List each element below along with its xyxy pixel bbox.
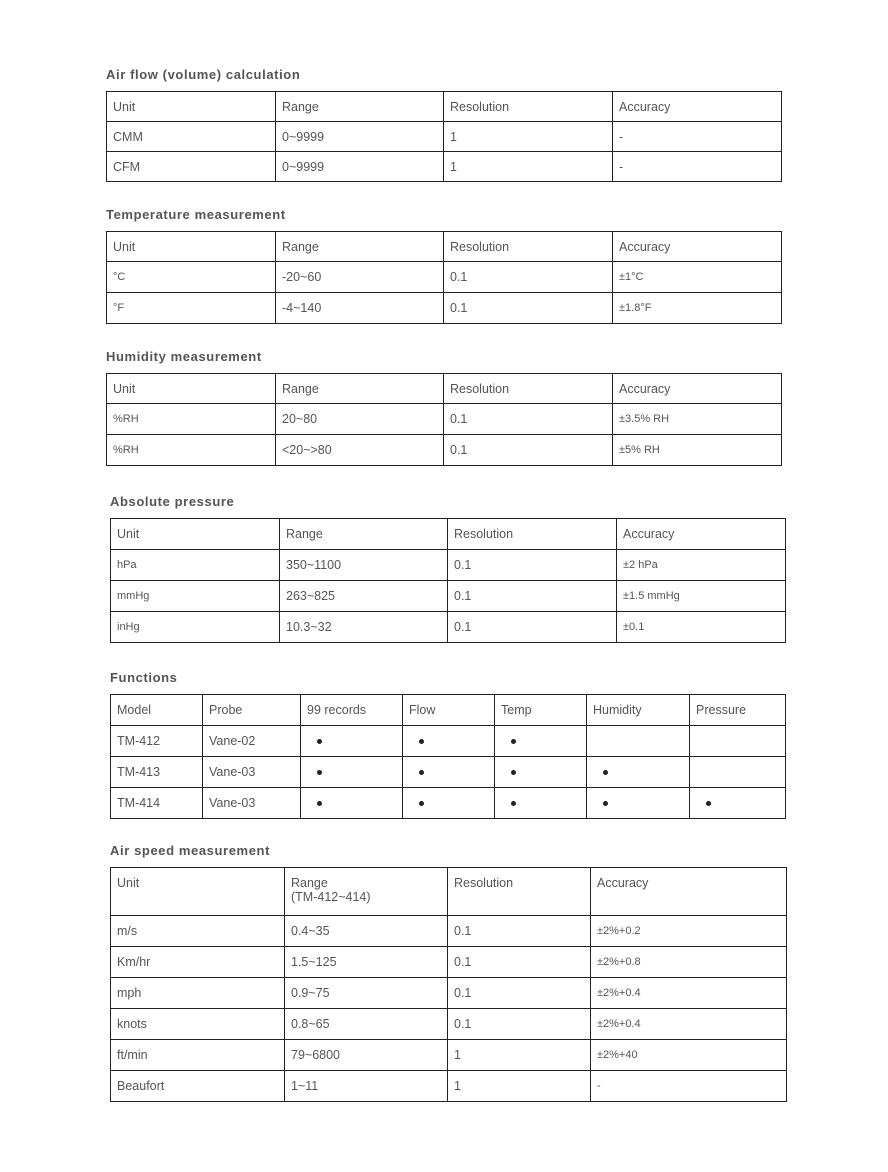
temp-cell — [495, 757, 587, 788]
unit-cell: %RH — [107, 435, 276, 466]
accuracy-cell: ±2 hPa — [617, 550, 786, 581]
feature-dot-icon — [511, 770, 516, 775]
unit-cell: °F — [107, 293, 276, 324]
unit-cell: CFM — [107, 152, 276, 182]
probe-cell: Vane-02 — [203, 726, 301, 757]
header-cell: Unit — [111, 868, 285, 916]
feature-dot-icon — [511, 801, 516, 806]
accuracy-cell: ±0.1 — [617, 612, 786, 643]
range-cell: 20~80 — [276, 404, 444, 435]
resolution-cell: 1 — [444, 122, 613, 152]
model-cell: TM-413 — [111, 757, 203, 788]
range-cell: 0~9999 — [276, 152, 444, 182]
feature-dot-icon — [603, 801, 608, 806]
flow-cell — [403, 757, 495, 788]
header-cell: Range — [276, 92, 444, 122]
table-row — [107, 435, 782, 466]
accuracy-cell: ±2%+0.4 — [591, 978, 787, 1009]
flow-cell — [403, 788, 495, 819]
accuracy-cell: ±5% RH — [613, 435, 782, 466]
header-cell: Unit — [111, 519, 280, 550]
accuracy-cell: - — [613, 122, 782, 152]
range-cell: 1.5~125 — [285, 947, 448, 978]
feature-dot-icon — [511, 739, 516, 744]
unit-cell: °C — [107, 262, 276, 293]
resolution-cell: 0.1 — [444, 404, 613, 435]
range-subheader-label: (TM-412~414) — [291, 890, 371, 904]
unit-cell: m/s — [111, 916, 285, 947]
header-cell: Probe — [203, 695, 301, 726]
header-cell: Accuracy — [613, 232, 782, 262]
probe-cell: Vane-03 — [203, 757, 301, 788]
unit-cell: Km/hr — [111, 947, 285, 978]
table-header-row — [107, 374, 782, 404]
header-cell: Unit — [107, 232, 276, 262]
temperature-title: Temperature measurement — [106, 207, 286, 222]
header-cell: Flow — [403, 695, 495, 726]
header-cell: Accuracy — [613, 92, 782, 122]
header-cell: Resolution — [448, 868, 591, 916]
header-cell: Accuracy — [591, 868, 787, 916]
accuracy-cell: ±1°C — [613, 262, 782, 293]
range-cell: -4~140 — [276, 293, 444, 324]
feature-dot-icon — [419, 739, 424, 744]
table-row — [107, 122, 782, 152]
resolution-cell: 0.1 — [444, 435, 613, 466]
header-cell: Model — [111, 695, 203, 726]
resolution-cell: 1 — [444, 152, 613, 182]
functions-table — [110, 694, 786, 819]
feature-dot-icon — [317, 801, 322, 806]
airspeed-table — [110, 867, 787, 1102]
probe-cell: Vane-03 — [203, 788, 301, 819]
table-header-row — [107, 92, 782, 122]
table-row — [111, 1040, 787, 1071]
table-row — [111, 978, 787, 1009]
functions-title: Functions — [110, 670, 178, 685]
table-row — [111, 1071, 787, 1102]
resolution-cell: 1 — [448, 1040, 591, 1071]
unit-cell: inHg — [111, 612, 280, 643]
humidity-table — [106, 373, 782, 466]
humidity-cell — [587, 757, 690, 788]
pressure-title: Absolute pressure — [110, 494, 235, 509]
header-cell — [285, 868, 448, 916]
table-header-row — [111, 868, 787, 916]
temperature-table — [106, 231, 782, 324]
table-row — [107, 293, 782, 324]
airflow-title: Air flow (volume) calculation — [106, 67, 301, 82]
header-cell: Range — [280, 519, 448, 550]
table-header-row — [111, 695, 786, 726]
table-row — [111, 947, 787, 978]
accuracy-cell: ±1.8°F — [613, 293, 782, 324]
temp-cell — [495, 726, 587, 757]
table-row — [111, 916, 787, 947]
header-cell: Resolution — [444, 92, 613, 122]
airflow-table — [106, 91, 782, 182]
header-cell: Unit — [107, 374, 276, 404]
table-row — [111, 612, 786, 643]
resolution-cell: 0.1 — [448, 612, 617, 643]
resolution-cell: 0.1 — [448, 916, 591, 947]
accuracy-cell: ±2%+40 — [591, 1040, 787, 1071]
range-cell: 1~11 — [285, 1071, 448, 1102]
range-cell: 0.8~65 — [285, 1009, 448, 1040]
feature-dot-icon — [317, 770, 322, 775]
model-cell: TM-414 — [111, 788, 203, 819]
resolution-cell: 0.1 — [448, 1009, 591, 1040]
header-cell: Accuracy — [617, 519, 786, 550]
resolution-cell: 0.1 — [448, 978, 591, 1009]
header-cell: Resolution — [444, 232, 613, 262]
feature-dot-icon — [317, 739, 322, 744]
feature-dot-icon — [706, 801, 711, 806]
pressure-cell — [690, 726, 786, 757]
accuracy-cell: ±3.5% RH — [613, 404, 782, 435]
header-cell: Range — [276, 374, 444, 404]
range-cell: 0.4~35 — [285, 916, 448, 947]
records-cell — [301, 788, 403, 819]
resolution-cell: 0.1 — [444, 293, 613, 324]
range-cell: 0~9999 — [276, 122, 444, 152]
header-cell: Unit — [107, 92, 276, 122]
table-row — [111, 550, 786, 581]
accuracy-cell: ±2%+0.4 — [591, 1009, 787, 1040]
header-cell: Humidity — [587, 695, 690, 726]
unit-cell: mmHg — [111, 581, 280, 612]
humidity-cell — [587, 726, 690, 757]
table-row — [111, 788, 786, 819]
header-cell: Pressure — [690, 695, 786, 726]
accuracy-cell: ±2%+0.8 — [591, 947, 787, 978]
feature-dot-icon — [419, 801, 424, 806]
humidity-title: Humidity measurement — [106, 349, 262, 364]
accuracy-cell: ±1.5 mmHg — [617, 581, 786, 612]
airspeed-title: Air speed measurement — [110, 843, 270, 858]
header-cell: Range — [276, 232, 444, 262]
range-cell: 0.9~75 — [285, 978, 448, 1009]
range-cell: 10.3~32 — [280, 612, 448, 643]
range-cell: 263~825 — [280, 581, 448, 612]
range-header-label: Range — [291, 876, 328, 890]
table-row — [107, 404, 782, 435]
feature-dot-icon — [603, 770, 608, 775]
table-row — [107, 152, 782, 182]
table-row — [111, 757, 786, 788]
unit-cell: Beaufort — [111, 1071, 285, 1102]
header-cell: Resolution — [444, 374, 613, 404]
unit-cell: %RH — [107, 404, 276, 435]
resolution-cell: 0.1 — [448, 581, 617, 612]
records-cell — [301, 757, 403, 788]
resolution-cell: 1 — [448, 1071, 591, 1102]
header-cell: Temp — [495, 695, 587, 726]
table-row — [107, 262, 782, 293]
unit-cell: hPa — [111, 550, 280, 581]
range-cell: <20~>80 — [276, 435, 444, 466]
header-cell: 99 records — [301, 695, 403, 726]
pressure-cell — [690, 788, 786, 819]
pressure-cell — [690, 757, 786, 788]
range-cell: -20~60 — [276, 262, 444, 293]
table-row — [111, 726, 786, 757]
flow-cell — [403, 726, 495, 757]
records-cell — [301, 726, 403, 757]
accuracy-cell: - — [613, 152, 782, 182]
unit-cell: ft/min — [111, 1040, 285, 1071]
model-cell: TM-412 — [111, 726, 203, 757]
resolution-cell: 0.1 — [444, 262, 613, 293]
pressure-table — [110, 518, 786, 643]
temp-cell — [495, 788, 587, 819]
range-cell: 79~6800 — [285, 1040, 448, 1071]
table-row — [111, 581, 786, 612]
accuracy-cell: - — [591, 1071, 787, 1102]
unit-cell: CMM — [107, 122, 276, 152]
header-cell: Accuracy — [613, 374, 782, 404]
humidity-cell — [587, 788, 690, 819]
resolution-cell: 0.1 — [448, 947, 591, 978]
table-header-row — [111, 519, 786, 550]
accuracy-cell: ±2%+0.2 — [591, 916, 787, 947]
table-row — [111, 1009, 787, 1040]
range-cell: 350~1100 — [280, 550, 448, 581]
unit-cell: knots — [111, 1009, 285, 1040]
feature-dot-icon — [419, 770, 424, 775]
unit-cell: mph — [111, 978, 285, 1009]
table-header-row — [107, 232, 782, 262]
header-cell: Resolution — [448, 519, 617, 550]
resolution-cell: 0.1 — [448, 550, 617, 581]
